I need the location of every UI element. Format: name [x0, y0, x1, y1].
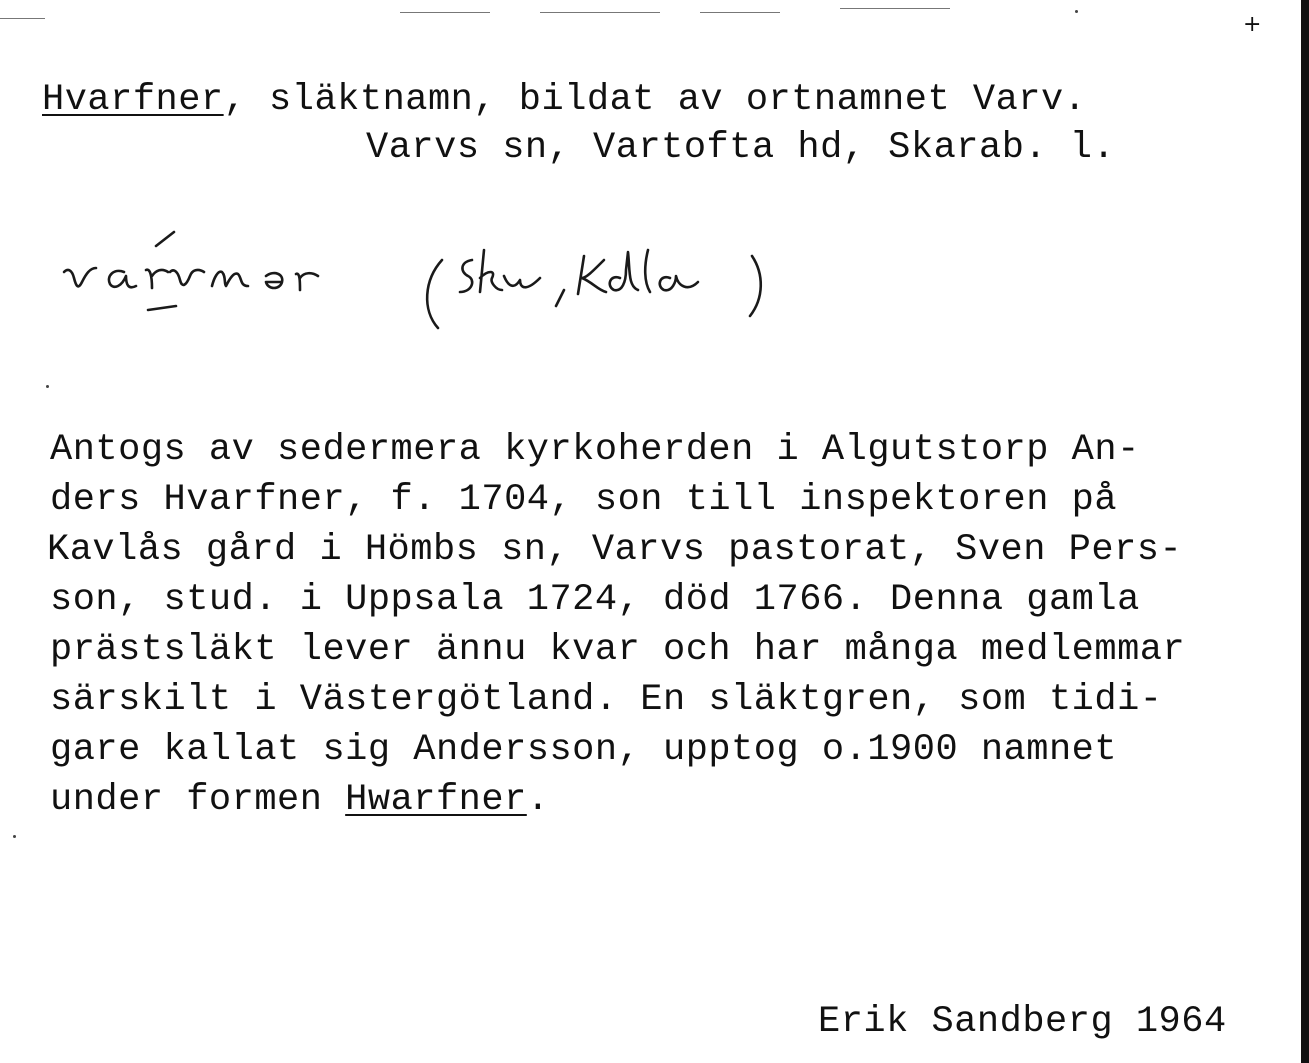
scan-speck — [13, 835, 16, 838]
scan-dash — [540, 12, 660, 13]
body-line-7: gare kallat sig Andersson, upptog o.1900 namnet — [50, 729, 1118, 771]
body-line-4: son, stud. i Uppsala 1724, död 1766. Denna gamla — [50, 579, 1140, 621]
body-line-6: särskilt i Västergötland. En släktgren, som tidi- — [50, 679, 1163, 721]
body-line-8 — [50, 778, 550, 822]
body-line-3: Kavlås gård i Hömbs sn, Varvs pastorat, Sven Pers- — [47, 529, 1183, 571]
scan-dash — [0, 18, 45, 19]
scan-dash — [400, 12, 490, 13]
scan-speck — [46, 385, 49, 388]
handwritten-note — [52, 220, 812, 340]
scan-dash — [840, 8, 950, 9]
variant-surname: Hwarfner — [345, 779, 527, 821]
scan-speck — [1075, 10, 1078, 13]
author-signature: Erik Sandberg 1964 — [818, 1001, 1227, 1043]
body-line-2: ders Hvarfner, f. 1704, son till inspektoren på — [50, 479, 1118, 521]
scan-dash — [700, 12, 780, 13]
card-edge-shadow — [1301, 0, 1309, 1063]
body-line-1: Antogs av sedermera kyrkoherden i Algutstorp An- — [50, 429, 1140, 471]
surname-headword: Hvarfner — [42, 79, 224, 121]
header-line-2: Varvs sn, Vartofta hd, Skarab. l. — [366, 127, 1116, 169]
body-line-8-prefix: under formen — [50, 779, 346, 821]
body-line-8-suffix: . — [526, 779, 550, 821]
header-line-1 — [42, 78, 1086, 122]
corner-mark: + — [1243, 12, 1262, 37]
body-line-5: prästsläkt lever ännu kvar och har många medlemmar — [50, 629, 1186, 671]
header-definition: , släktnamn, bildat av ortnamnet Varv. — [223, 79, 1087, 121]
